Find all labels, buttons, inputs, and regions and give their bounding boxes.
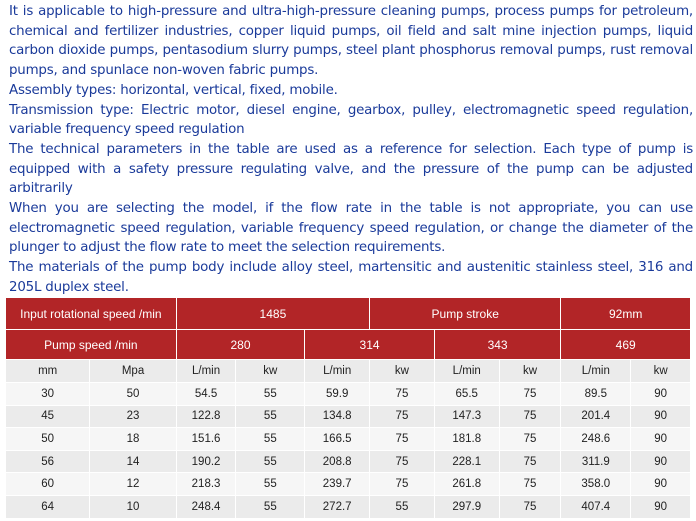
table-cell: 55 — [370, 495, 435, 518]
table-row — [6, 428, 691, 451]
table-row — [6, 473, 691, 496]
applicability-paragraph: It is applicable to high-pressure and ultra-high-pressure cleaning pumps, process pumps for petroleum, chemical and fertilizer industries, copper liquid pumps, oil field and salt mine injection pumps, liquid carbon dioxide pumps, pentasodium slurry pumps, steel plant phosphorus removal pumps, rust removal pumps, and spunlace non-woven fabric pumps. — [9, 4, 693, 79]
table-cell: 166.5 — [305, 428, 370, 451]
table-cell: 75 — [499, 405, 561, 428]
table-cell: 90 — [631, 383, 691, 406]
table-cell: 228.1 — [434, 450, 499, 473]
pump-parameters-table-wrapper — [5, 297, 691, 519]
table-cell: 23 — [90, 405, 176, 428]
pump-speed-469: 469 — [561, 330, 691, 360]
table-row — [6, 495, 691, 518]
unit-cell: L/min — [305, 360, 370, 383]
pump-stroke-value: 92mm — [561, 298, 691, 330]
table-header-row-1 — [6, 298, 691, 330]
description-text — [9, 2, 693, 298]
input-speed-label: Input rotational speed /min — [6, 298, 177, 330]
model-selection-paragraph: When you are selecting the model, if the flow rate in the table is not appropriate, you can use electromagnetic speed regulation, variable frequency speed regulation, or change the diameter of the plunger to adjust the flow rate to meet the selection requirements. — [9, 201, 693, 256]
table-cell: 14 — [90, 450, 176, 473]
pump-speed-343: 343 — [434, 330, 561, 360]
unit-cell: kw — [631, 360, 691, 383]
table-cell: 181.8 — [434, 428, 499, 451]
table-cell: 218.3 — [176, 473, 236, 496]
table-cell: 64 — [6, 495, 90, 518]
table-cell: 201.4 — [561, 405, 631, 428]
table-row — [6, 383, 691, 406]
table-cell: 248.6 — [561, 428, 631, 451]
table-cell: 75 — [499, 428, 561, 451]
unit-cell: L/min — [561, 360, 631, 383]
unit-cell: mm — [6, 360, 90, 383]
table-cell: 358.0 — [561, 473, 631, 496]
table-cell: 75 — [370, 383, 435, 406]
table-cell: 311.9 — [561, 450, 631, 473]
table-cell: 54.5 — [176, 383, 236, 406]
transmission-type-paragraph: Transmission type: Electric motor, diesel engine, gearbox, pulley, electromagnetic speed regulation, variable frequency speed regulation — [9, 102, 693, 138]
input-speed-value: 1485 — [176, 298, 369, 330]
unit-cell: kw — [236, 360, 305, 383]
table-cell: 50 — [90, 383, 176, 406]
table-cell: 261.8 — [434, 473, 499, 496]
table-cell: 60 — [6, 473, 90, 496]
table-cell: 75 — [499, 473, 561, 496]
unit-cell: Mpa — [90, 360, 176, 383]
table-cell: 55 — [236, 383, 305, 406]
unit-cell: L/min — [176, 360, 236, 383]
table-cell: 45 — [6, 405, 90, 428]
table-cell: 248.4 — [176, 495, 236, 518]
table-cell: 55 — [236, 405, 305, 428]
table-row — [6, 450, 691, 473]
table-cell: 50 — [6, 428, 90, 451]
table-cell: 90 — [631, 428, 691, 451]
pump-speed-label: Pump speed /min — [6, 330, 177, 360]
table-cell: 90 — [631, 473, 691, 496]
table-cell: 122.8 — [176, 405, 236, 428]
table-cell: 55 — [236, 473, 305, 496]
unit-cell: L/min — [434, 360, 499, 383]
table-cell: 75 — [499, 495, 561, 518]
table-cell: 75 — [370, 473, 435, 496]
table-cell: 90 — [631, 450, 691, 473]
table-cell: 297.9 — [434, 495, 499, 518]
table-row — [6, 405, 691, 428]
materials-paragraph: The materials of the pump body include alloy steel, martensitic and austenitic stainless steel, 316 and 205L duplex steel. — [9, 260, 693, 295]
table-cell: 55 — [236, 450, 305, 473]
table-cell: 407.4 — [561, 495, 631, 518]
table-cell: 90 — [631, 405, 691, 428]
table-cell: 75 — [499, 383, 561, 406]
table-cell: 55 — [236, 495, 305, 518]
table-cell: 90 — [631, 495, 691, 518]
table-cell: 59.9 — [305, 383, 370, 406]
pump-parameters-table — [5, 297, 691, 519]
pump-stroke-label: Pump stroke — [370, 298, 561, 330]
table-cell: 75 — [499, 450, 561, 473]
table-cell: 65.5 — [434, 383, 499, 406]
unit-cell: kw — [499, 360, 561, 383]
table-cell: 56 — [6, 450, 90, 473]
table-cell: 147.3 — [434, 405, 499, 428]
table-cell: 75 — [370, 428, 435, 451]
units-row — [6, 360, 691, 383]
table-cell: 208.8 — [305, 450, 370, 473]
pump-speed-280: 280 — [176, 330, 305, 360]
assembly-types-paragraph: Assembly types: horizontal, vertical, fixed, mobile. — [9, 82, 338, 98]
table-cell: 18 — [90, 428, 176, 451]
table-cell: 75 — [370, 450, 435, 473]
table-cell: 89.5 — [561, 383, 631, 406]
unit-cell: kw — [370, 360, 435, 383]
pump-speed-314: 314 — [305, 330, 435, 360]
table-cell: 134.8 — [305, 405, 370, 428]
table-cell: 75 — [370, 405, 435, 428]
technical-parameters-paragraph: The technical parameters in the table are used as a reference for selection. Each type of pump is equipped with a safety pressure regulating valve, and the pressure of the pump can be adjusted arbitrarily — [9, 141, 693, 197]
table-header-row-2 — [6, 330, 691, 360]
table-cell: 239.7 — [305, 473, 370, 496]
table-cell: 151.6 — [176, 428, 236, 451]
table-cell: 190.2 — [176, 450, 236, 473]
table-cell: 10 — [90, 495, 176, 518]
table-cell: 12 — [90, 473, 176, 496]
table-cell: 30 — [6, 383, 90, 406]
table-cell: 55 — [236, 428, 305, 451]
table-cell: 272.7 — [305, 495, 370, 518]
